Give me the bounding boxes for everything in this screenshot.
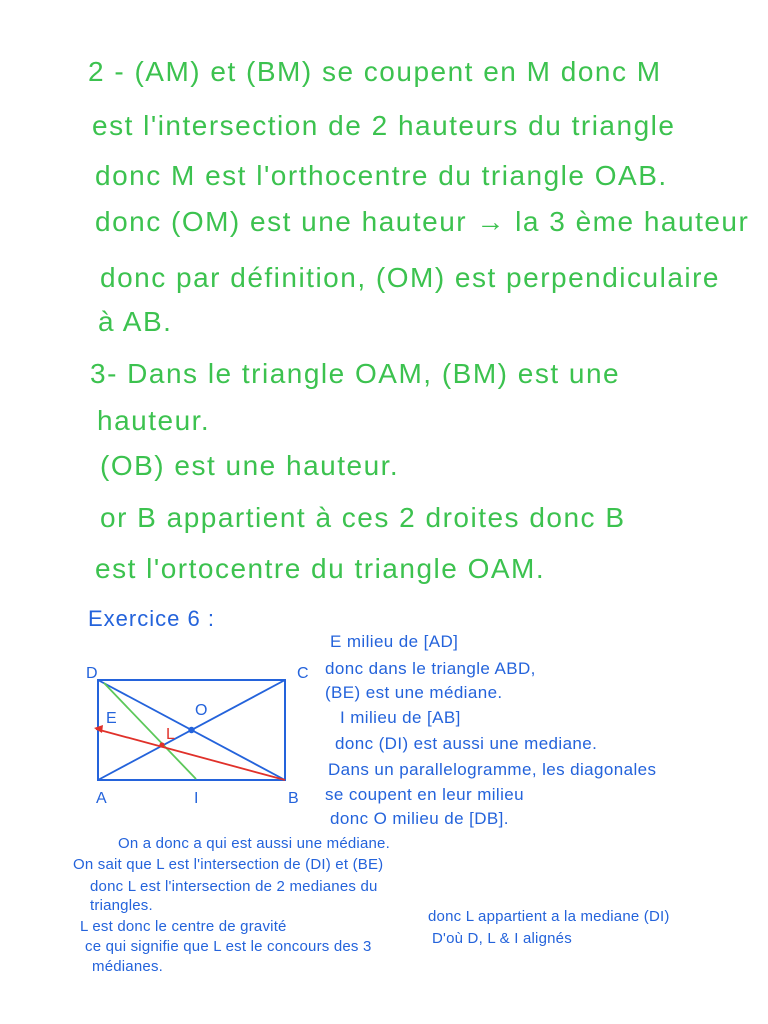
part3-line-5: est l'ortocentre du triangle OAM. [95, 553, 546, 584]
label-d: D [86, 665, 98, 682]
part3-line-4: or B appartient à ces 2 droites donc B [100, 502, 626, 533]
note-line-2: donc dans le triangle ABD, [325, 659, 536, 678]
part2-line-5: donc par définition, (OM) est perpendiculaire [100, 262, 721, 293]
part2-line-4: donc (OM) est une hauteur → la 3 ème hauteur [95, 206, 750, 237]
note-line-4: I milieu de [AB] [340, 708, 461, 727]
part3-line-1: 3- Dans le triangle OAM, (BM) est une [90, 358, 621, 389]
part3-line-3: (OB) est une hauteur. [100, 450, 400, 481]
part2-line-3: donc M est l'orthocentre du triangle OAB. [95, 160, 668, 191]
note-line-5: donc (DI) est aussi une mediane. [335, 734, 598, 753]
parallelogram-diagram [78, 655, 328, 810]
median-di [104, 683, 196, 779]
conclusion-line-2: D'où D, L & I alignés [432, 930, 572, 947]
point-l [159, 742, 164, 747]
note-line-6: Dans un parallelogramme, les diagonales [328, 760, 657, 779]
note-line-1: E milieu de [AD] [330, 632, 459, 651]
exercise6-title: Exercice 6 : [88, 606, 215, 631]
summary-line-1: On a donc a qui est aussi une médiane. [118, 835, 390, 852]
summary-line-7: médianes. [92, 958, 164, 975]
part2-line-1: 2 - (AM) et (BM) se coupent en M donc M [88, 56, 662, 87]
summary-line-3: donc L est l'intersection de 2 medianes du [90, 878, 378, 895]
part2-line-2: est l'intersection de 2 hauteurs du triangle [92, 110, 676, 141]
conclusion-line-1: donc L appartient a la mediane (DI) [428, 908, 670, 925]
label-l: L [166, 726, 175, 743]
point-o [188, 727, 194, 733]
summary-line-2: On sait que L est l'intersection de (DI) et (BE) [73, 856, 384, 873]
label-b: B [288, 790, 299, 807]
summary-line-5: L est donc le centre de gravité [80, 918, 287, 935]
label-o: O [195, 702, 208, 719]
note-line-7: se coupent en leur milieu [325, 785, 525, 804]
label-e: E [106, 710, 117, 727]
note-line-3: (BE) est une médiane. [325, 683, 503, 702]
summary-line-4: triangles. [90, 897, 153, 914]
part3-line-2: hauteur. [97, 405, 211, 436]
label-c: C [297, 665, 309, 682]
note-line-8: donc O milieu de [DB]. [330, 809, 509, 828]
label-a: A [96, 790, 107, 807]
part2-line-6: à AB. [98, 306, 173, 337]
summary-line-6: ce qui signifie que L est le concours des 3 [85, 938, 372, 955]
label-i: I [194, 790, 199, 807]
